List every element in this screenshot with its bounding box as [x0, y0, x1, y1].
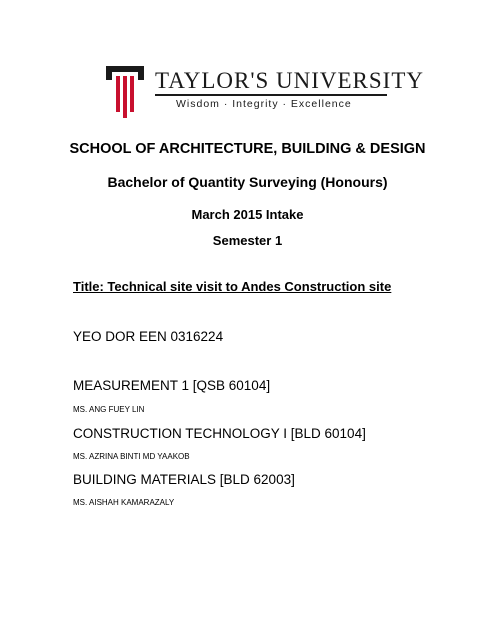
logo-divider	[155, 94, 387, 96]
course-name: MEASUREMENT 1 [QSB 60104]	[73, 378, 271, 393]
assignment-title: Title: Technical site visit to Andes Construction site	[73, 279, 392, 294]
student-name-id: YEO DOR EEN 0316224	[73, 329, 224, 344]
course-name: BUILDING MATERIALS [BLD 62003]	[73, 472, 295, 487]
intake-label: March 2015 Intake	[191, 207, 304, 222]
university-logo	[106, 66, 424, 118]
university-tagline: Wisdom · Integrity · Excellence	[176, 98, 352, 110]
semester-label: Semester 1	[212, 233, 283, 248]
lecturer-name: MS. AZRINA BINTI MD YAAKOB	[73, 452, 190, 461]
university-name: TAYLOR'S UNIVERSITY	[155, 68, 424, 93]
lecturer-name: MS. ANG FUEY LIN	[73, 405, 145, 414]
degree-name: Bachelor of Quantity Surveying (Honours)	[107, 174, 388, 190]
lecturer-name: MS. AISHAH KAMARAZALY	[73, 498, 175, 507]
school-name: SCHOOL OF ARCHITECTURE, BUILDING & DESIGN	[69, 141, 426, 157]
course-name: CONSTRUCTION TECHNOLOGY I [BLD 60104]	[73, 426, 366, 441]
university-crest-icon	[106, 66, 144, 118]
